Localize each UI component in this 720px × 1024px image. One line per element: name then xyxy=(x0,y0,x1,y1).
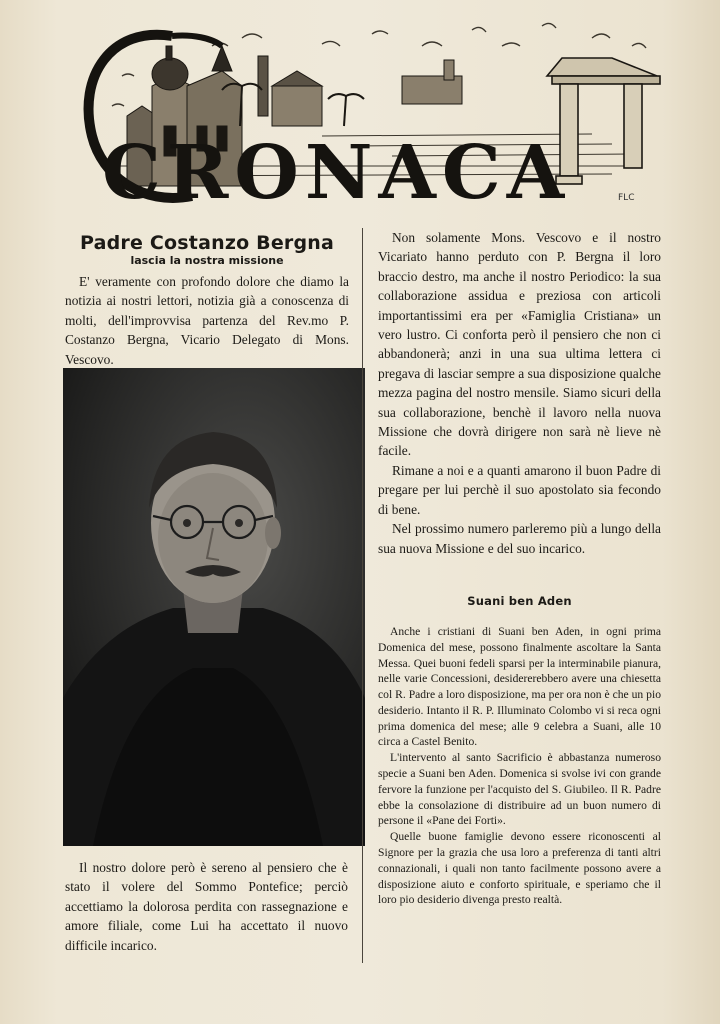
column-divider xyxy=(362,228,363,963)
artist-signature: FLC xyxy=(618,193,635,203)
article-right-column xyxy=(378,228,661,908)
article-headline: Padre Costanzo Bergna xyxy=(79,232,335,254)
section-paragraph: L'intervento al santo Sacrificio è abbastanza numeroso specie a Suani ben Aden. Domenica si svolse ivi con grande fervore la funzione per l'acquisto del S. Giubileo. Il R. Padre ebbe la consolazione di distribuire ad un buon numero di persone il «Pane dei Forti». xyxy=(378,751,661,828)
section-paragraph: Anche i cristiani di Suani ben Aden, in ogni prima Domenica del mese, possono finalmente ascoltare la Santa Messa. Quei buoni fedeli sparsi per la interminabile pianura, nelle varie Concessioni, desidererebbero avere una chiesetta col R. Padre a loro disposizione, ma per ora non è che un pio desiderio. Intanto il R. P. Illuminato Colombo vi si reca ogni prima domenica del mese; alle 9 celebra a Suani, alle 10 circa a Castel Benito. xyxy=(378,624,661,749)
article-left-column-bottom xyxy=(65,858,348,955)
article-paragraph: Nel prossimo numero parleremo più a lungo della sua nuova Missione e del suo incarico. xyxy=(378,521,661,556)
section-paragraph: Quelle buone famiglie devono essere riconoscenti al Signore per la grazia che usa loro a preferenza di tanti altri connazionali, i quali non tanto facilmente possono avere a disposizione aiuto e conforto spirituale, e speriamo che il loro pio desiderio divenga presto realtà. xyxy=(378,830,661,907)
article-subheadline: lascia la nostra missione xyxy=(130,254,284,267)
masthead xyxy=(72,16,672,216)
section-title: Suani ben Aden xyxy=(467,593,572,608)
article-paragraph: Il nostro dolore però è sereno al pensiero che è stato il volere del Sommo Pontefice; perciò accettiamo la dolorosa perdita con rassegnazione e amore filiale, come Lui ha accettato il nuovo difficile incarico. xyxy=(65,860,348,953)
portrait-photo xyxy=(63,368,365,846)
article-left-column xyxy=(65,228,349,369)
section-body xyxy=(378,624,661,908)
masthead-title: CRONACA xyxy=(102,130,571,216)
article-paragraph: Non solamente Mons. Vescovo e il nostro Vicariato hanno perduto con P. Bergna il loro braccio destro, ma anche il nostro Periodico: la sua collaborazione assidua e preziosa con articoli importantissimi era per «Famiglia Cristiana» un vero lustro. Ci conforta però il pensiero che non ci abbandonerà; anzi in una sua ultima lettera ci pregava di lasciar sempre a sua disposizione qualche mezza pagina del nostro mensile. Siamo sicuri della sua collaborazione, benchè il lavoro nella nuova Missione che dovrà dirigere non sarà nè lieve nè facile. xyxy=(378,230,661,459)
article-paragraph: E' veramente con profondo dolore che diamo la notizia ai nostri lettori, notizia già a conoscenza di molti, dell'improvvisa partenza del Rev.mo P. Costanzo Bergna, Vicario Delegato di Mons. Vescovo. xyxy=(65,274,349,367)
article-paragraph: Rimane a noi e a quanti amarono il buon Padre di pregare per lui perchè il suo apostolato sia fecondo di bene. xyxy=(378,462,661,517)
portrait-image xyxy=(63,368,365,846)
